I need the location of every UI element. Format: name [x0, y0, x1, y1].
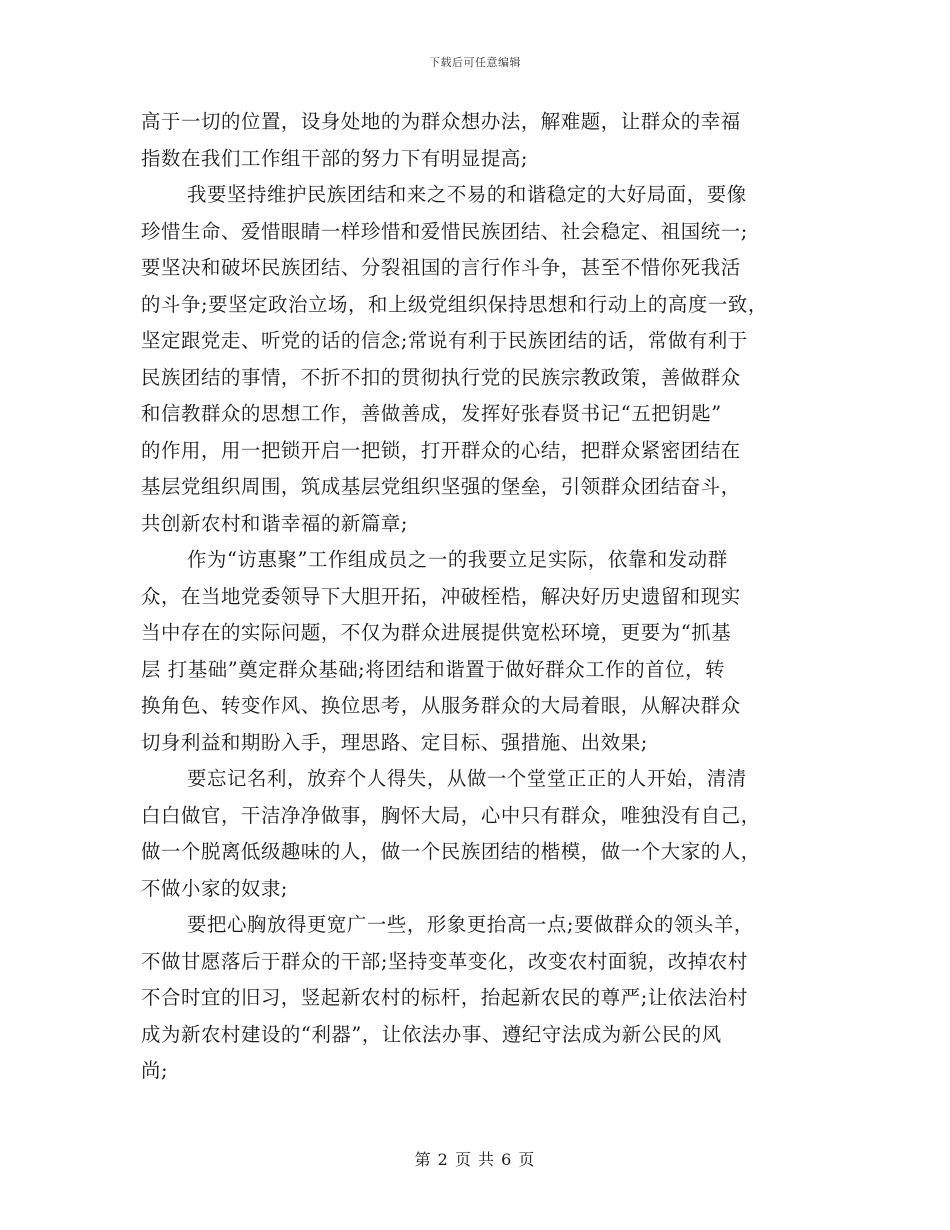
page-header: 下载后可任意编辑 [429, 56, 521, 69]
text-line: 众，在当地党委领导下大胆开拓，冲破桎梏，解决好历史遗留和现实 [141, 584, 741, 608]
text-line: 要坚决和破坏民族团结、分裂祖国的言行作斗争，甚至不惜你死我活 [141, 256, 741, 279]
text-line: 白白做官，干洁净净做事，胸怀大局，心中只有群众，唯独没有自己， [141, 803, 761, 827]
text-line: 和信教群众的思想工作，善做善成，发挥好张春贤书记“五把钥匙” [141, 402, 722, 425]
text-line: 基层党组织周围，筑成基层党组织坚强的堡垒，引领群众团结奋斗， [141, 475, 741, 498]
text-line: 不合时宜的旧习，竖起新农村的标杆，抬起新农民的尊严;让依法治村 [141, 986, 748, 1009]
text-line: 高于一切的位置，设身处地的为群众想办法，解难题，让群众的幸福 [141, 110, 741, 133]
page-number-footer: 第 2 页 共 6 页 [414, 1150, 536, 1169]
text-line: 坚定跟党走、听党的话的信念;常说有利于民族团结的话，常做有利于 [141, 329, 748, 352]
text-line: 做一个脱离低级趣味的人，做一个民族团结的楷模，做一个大家的人， [141, 840, 761, 863]
text-line: 当中存在的实际问题，不仅为群众进展提供宽松环境，更要为“抓基 [141, 621, 732, 644]
text-line: 要忘记名利，放弃个人得失，从做一个堂堂正正的人开始，清清 [187, 767, 747, 790]
text-line: 换角色、转变作风、换位思考，从服务群众的大局着眼，从解决群众 [141, 694, 741, 717]
text-line: 民族团结的事情，不折不扣的贯彻执行党的民族宗教政策，善做群众 [141, 365, 741, 389]
text-line: 要把心胸放得更宽广一些，形象更抬高一点;要做群众的领头羊， [187, 913, 754, 936]
text-line: 尚; [141, 1059, 169, 1082]
text-line: 成为新农村建设的“利器”，让依法办事、遵纪守法成为新公民的风 [141, 1022, 722, 1046]
text-line: 不做小家的奴隶; [141, 876, 289, 900]
text-line: 层 打基础”奠定群众基础;将团结和谐置于做好群众工作的首位，转 [141, 657, 726, 681]
text-line: 的斗争;要坚定政治立场，和上级党组织保持思想和行动上的高度一致， [141, 292, 768, 316]
text-line: 我要坚持维护民族团结和来之不易的和谐稳定的大好局面，要像 [187, 183, 747, 206]
text-line: 共创新农村和谐幸福的新篇章; [141, 511, 409, 535]
text-line: 的作用，用一把锁开启一把锁，打开群众的心结，把群众紧密团结在 [141, 438, 741, 462]
text-line: 不做甘愿落后于群众的干部;坚持变革变化，改变农村面貌，改掉农村 [141, 949, 748, 973]
document-body [141, 104, 816, 1090]
text-line: 作为“访惠聚”工作组成员之一的我要立足实际，依靠和发动群 [187, 548, 728, 571]
text-line: 指数在我们工作组干部的努力下有明显提高; [141, 146, 528, 170]
text-line: 切身利益和期盼入手，理思路、定目标、强措施、出效果; [141, 730, 648, 754]
text-line: 珍惜生命、爱惜眼睛一样珍惜和爱惜民族团结、社会稳定、祖国统一; [141, 219, 748, 243]
